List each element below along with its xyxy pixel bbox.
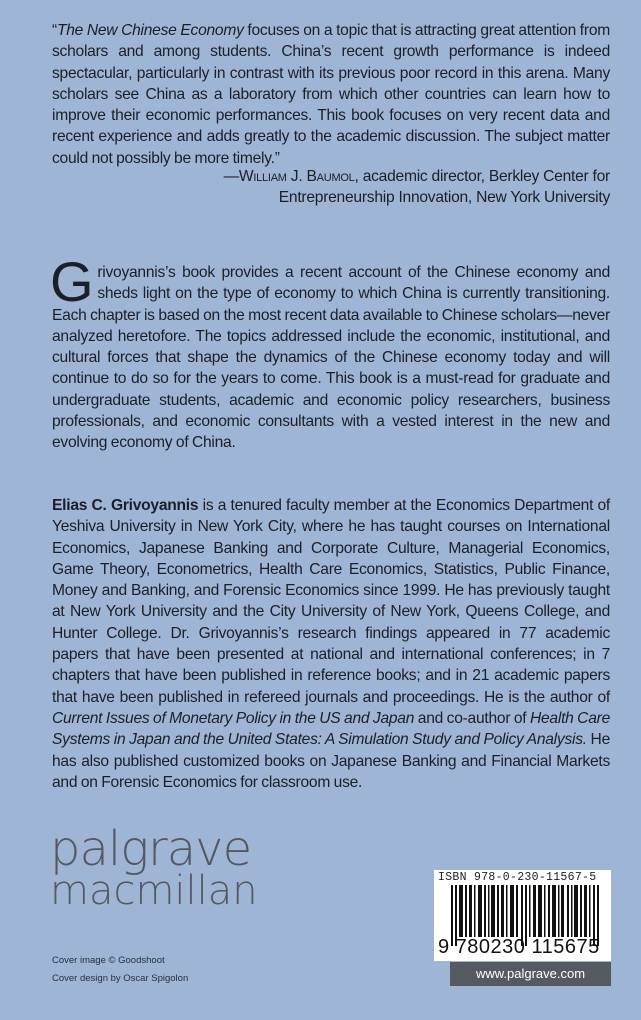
bio-book-2: Health Care Systems in Japan and the United States: A Simulation Study and Policy Analysis. — [52, 709, 610, 749]
book-description — [50, 250, 610, 454]
endorsement-quote — [52, 20, 610, 169]
bio-text: and co-author of — [414, 709, 530, 727]
bio-book-1: Current Issues of Monetary Policy in the US and Japan — [52, 709, 415, 727]
isbn-barcode — [434, 870, 611, 961]
bio-text: He has also published customized books on Japanese Banking and Financial Markets and on Forensic Economics for classroom use. — [52, 731, 610, 791]
publisher-logo-line1: palgrave — [50, 821, 252, 877]
barcode-digits: 9 780230 115675 — [438, 936, 600, 958]
attribution-line1: , academic director, Berkley Center for — [354, 168, 610, 185]
attribution-name: —William J. Baumol — [223, 168, 355, 185]
isbn-label: ISBN 978-0-230-11567-5 — [438, 871, 597, 884]
drop-cap: G — [50, 250, 94, 313]
bio-text: is a tenured faculty member at the Economics Department of Yeshiva University in New York City, where he has taught courses on International Economics, Japanese Banking and Corporate Culture, Managerial Economics, Game Theory, Econometrics, Health Care Economics, Statistics, Public Finance, Money and Banking, and Forensic Economics since 1999. He has previously taught at New York University and the City University of New York, Queens College, and Hunter College. Dr. Grivoyannis’s research findings appeared in 77 academic papers that have been presented at national and international conferences; in 7 chapters that have been published in reference books; and in 21 academic papers that have been published in refereed journals and proceedings. He is the author of — [52, 497, 610, 706]
author-name: Elias C. Grivoyannis — [52, 497, 199, 514]
quote-text: focuses on a topic that is attracting great attention from scholars and among students. China’s recent growth performance is indeed spectacular, particularly in contrast with its previous poor record in this arena. Many scholars see China as a laboratory from which other countries can learn how to improve their economic performances. This book focuses on very recent data and recent experience and adds greatly to the academic discussion. The subject matter could not possibly be more timely.” — [52, 22, 610, 167]
publisher-url: www.palgrave.com — [450, 962, 611, 986]
quote-book-title: The New Chinese Economy — [56, 22, 244, 39]
publisher-logo-line2: macmillan — [50, 868, 258, 914]
attribution-line2: Entrepreneurship Innovation, New York University — [278, 189, 610, 207]
author-bio — [52, 495, 610, 793]
quote-attribution — [224, 166, 610, 209]
quote-open-mark: “ — [52, 22, 57, 39]
cover-design-credit: Cover design by Oscar Spigolon — [52, 973, 189, 984]
cover-image-credit: Cover image © Goodshoot — [52, 955, 165, 966]
description-text: rivoyannis’s book provides a recent account of the Chinese economy and sheds light on the type of economy to which China is currently transitioning. Each chapter is based on the most recent data available to Chinese scholars—never analyzed heretofore. The topics addressed include the economic, institutional, and cultural forces that shape the dynamics of the Chinese economy today and will continue to do so for the years to come. This book is a must-read for graduate and undergraduate students, academic and economic policy researchers, business professionals, and economic consultants with a vested interest in the new and evolving economy of China. — [52, 264, 610, 452]
